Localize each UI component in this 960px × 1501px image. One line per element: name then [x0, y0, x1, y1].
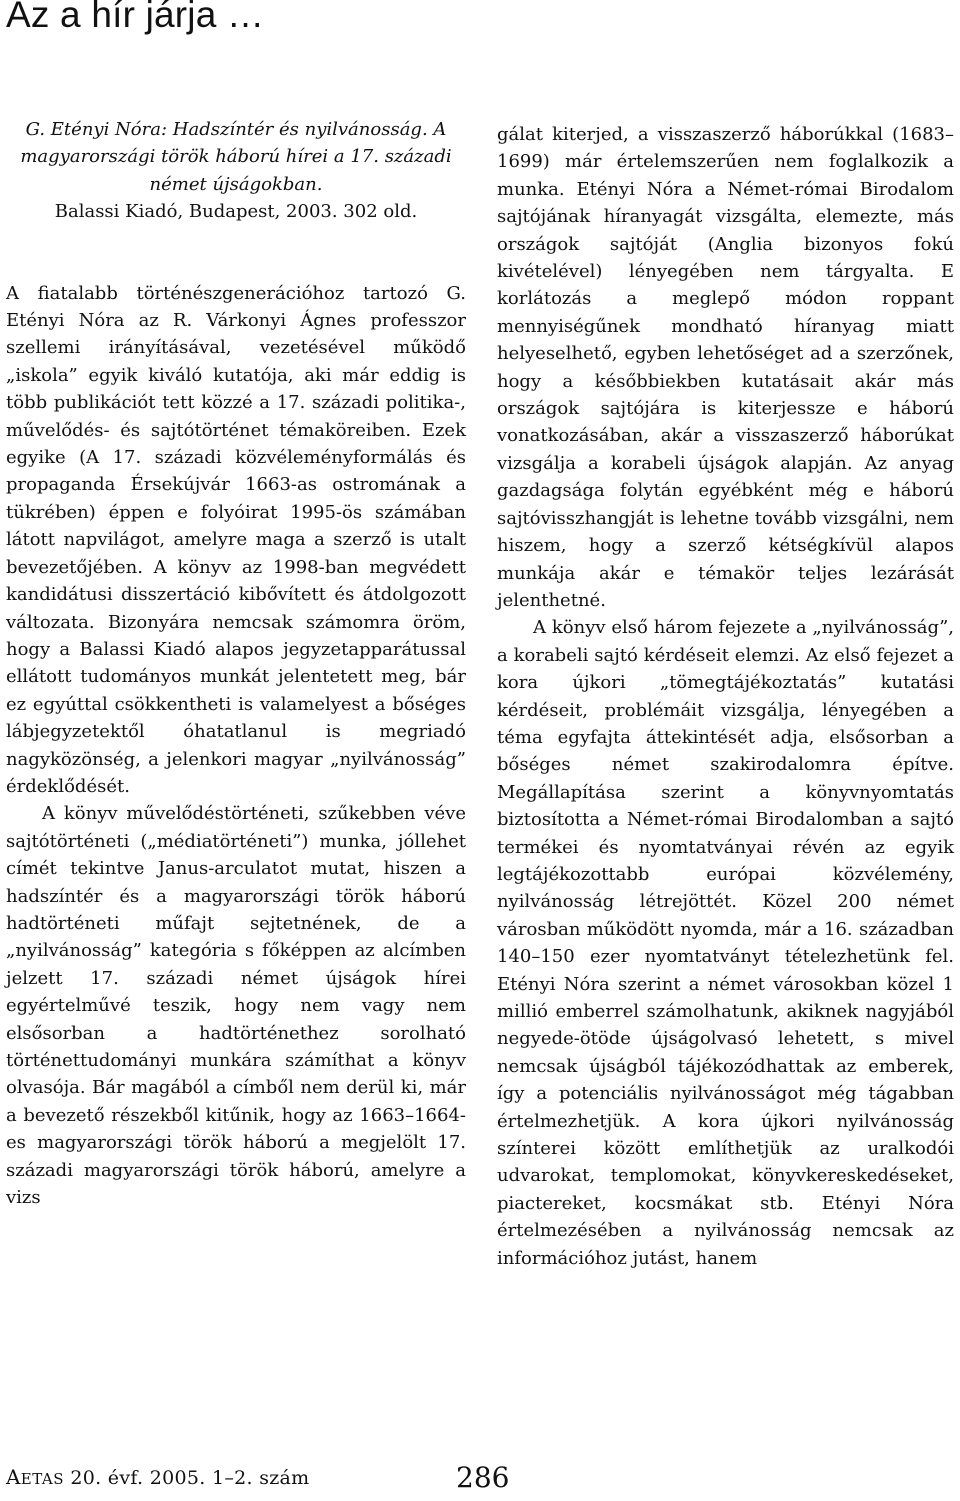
paragraph: A könyv művelődéstörténeti, szűkebben véve sajtótörténeti („médiatörténeti”) munka, jóllehet címét tekintve Janus-arculatot mutat, hiszen a hadszíntér és a magyarországi török háború hadtörténeti műfajt sejtetnének, de a „nyilvánosság” kategória s főképpen az alcímben jelzett 17. századi német újságok hírei egyértelművé teszik, hogy nem vagy nem elsősorban a hadtörténethez sorolható történettudományi munkára számíthat a könyv olvasója. Bár magából a címből nem derül ki, már a bevezető részekből kitűnik, hogy az 1663–1664-es magyarországi török háború a megjelölt 17. századi magyarországi török háború, amelyre a vizs — [6, 803, 466, 1209]
page-title: Az a hír járja … — [6, 0, 265, 35]
paragraph: gálat kiterjed, a visszaszerző háborúkkal (1683–1699) már értelemszerűen nem foglalkozik a munka. Etényi Nóra a Német-római Birodalom sajtójának híranyagát vizsgálta, elemezte, más országok sajtóját (Anglia bizonyos fokú kivételével) lényegében nem tárgyalta. E korlátozás a meglepő módon roppant mennyiségűnek mondható híranyag miatt helyeselhető, egyben lehetőséget ad a szerzőnek, hogy a későbbiekben kutatásait akár más országok sajtójára is kiterjessze e háború vonatkozásában, akár a visszaszerző háborúkat vizsgálja a korabeli újságok alapján. Az anyag gazdagsága folytán egyébként még e háború sajtóvisszhangját is lehetne tovább vizsgálni, nem hiszem, hogy a szerző kétségkívül alapos munkája akár e témakör teljes lezárását jelenthetné. — [497, 124, 954, 611]
journal-footer — [6, 1465, 310, 1489]
left-column — [6, 116, 466, 1211]
issue-info: 20. évf. 2005. 1–2. szám — [64, 1467, 310, 1489]
right-column — [497, 121, 954, 1272]
citation-publisher: Balassi Kiadó, Budapest, 2003. 302 old. — [54, 201, 418, 223]
journal-name-initial: A — [6, 1465, 21, 1489]
paragraph: A fiatalabb történészgenerációhoz tartozó G. Etényi Nóra az R. Várkonyi Ágnes professzor szellemi irányításával, vezetésével működő „iskola” egyik kiváló kutatója, aki már eddig is több publikációt tett közzé a 17. századi politika-, művelődés- és sajtótörténet témaköreiben. Ezek egyike (A 17. századi közvéleményformálás és propaganda Érsekújvár 1663-as ostromának a tükrében) éppen e folyóirat 1995-ös számában látott napvilágot, amelyre maga a szerző is utalt bevezetőjében. A könyv az 1998-ban megvédett kandidátusi disszertáció kibővített és átdolgozott változata. Bizonyára nemcsak számomra öröm, hogy a Balassi Kiadó alapos jegyzetapparátussal ellátott tudományos munkát jelentetett meg, bár ez egyúttal csökkentheti is valamelyest a bőséges lábjegyzetektől óhatatlanul is megriadó nagyközönség, a jelenkori magyar „nyilvánosság” érdeklődését. — [6, 282, 466, 797]
citation-title: G. Etényi Nóra: Hadszíntér és nyilvánosság. A magyarországi török háború hírei a 17. századi német újságokban. — [20, 119, 452, 195]
review-citation — [6, 116, 466, 226]
journal-name-rest: ETAS — [20, 1470, 64, 1488]
page-number: 286 — [456, 1461, 510, 1494]
paragraph: A könyv első három fejezete a „nyilvánosság”, a korabeli sajtó kérdéseit elemzi. Az első fejezet a kora újkori „tömegtájékoztatás” kutatási kérdéseit, problémáit vizsgálja, lényegében a téma egyfajta áttekintését adja, elsősorban a bőséges német szakirodalomra építve. Megállapítása szerint a könyvnyomtatás biztosította a Német-római Birodalomban a sajtó termékei és nyomtatványai révén az egyik legtájékozottabb európai közvélemény, nyilvánosság létrejöttét. Közel 200 német városban működött nyomda, már a 16. században 140–150 ezer nyomtatványt tételezhetünk fel. Etényi Nóra szerint a német városokban közel 1 millió emberrel számolhatunk, akiknek nagyjából negyede-ötöde újságolvasó lehetett, s mivel nemcsak újságból tájékozódhattak az emberek, így a potenciális nyilvánosságot még tágabban értelmezhetjük. A kora újkori nyilvánosság színterei között említhetjük az uralkodói udvarokat, templomokat, könyvkereskedéseket, piactereket, kocsmákat stb. Etényi Nóra értelmezésében a nyilvánosság nemcsak az információhoz jutást, hanem — [497, 617, 954, 1269]
